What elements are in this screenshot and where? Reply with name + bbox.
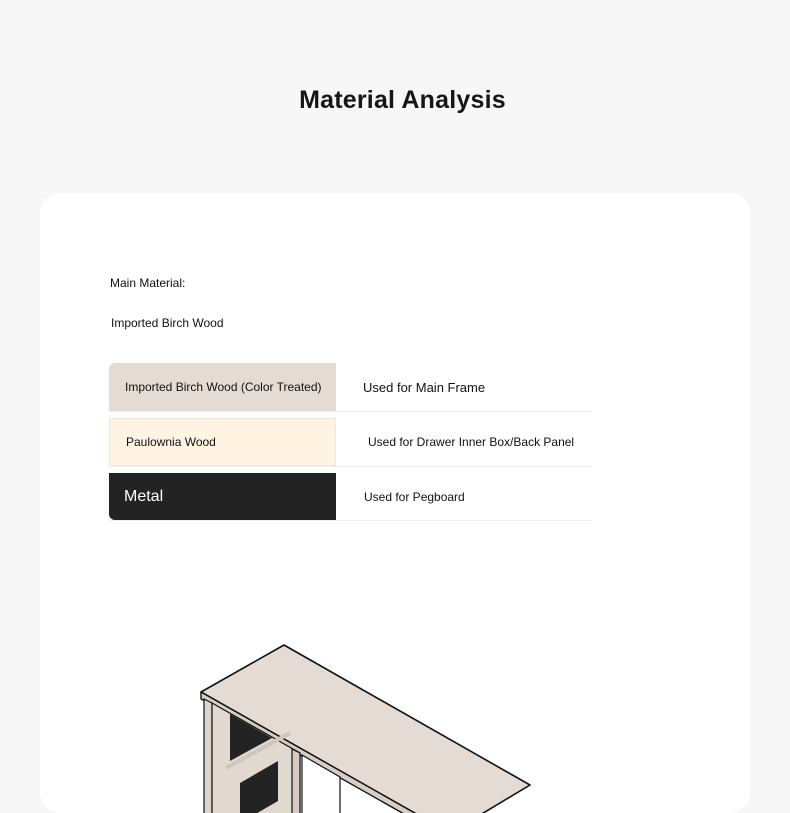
main-material-label: Main Material: bbox=[110, 276, 186, 290]
material-usage-paulownia: Used for Drawer Inner Box/Back Panel bbox=[368, 435, 575, 449]
material-swatch-birch: Imported Birch Wood (Color Treated) bbox=[109, 363, 336, 411]
main-material-value: Imported Birch Wood bbox=[111, 316, 224, 330]
material-row-birch bbox=[109, 363, 592, 412]
material-usage-metal: Used for Pegboard bbox=[364, 489, 465, 504]
material-usage-birch: Used for Main Frame bbox=[363, 379, 486, 395]
material-table bbox=[109, 363, 592, 521]
page-title: Material Analysis bbox=[299, 86, 506, 114]
material-swatch-metal: Metal bbox=[109, 473, 336, 520]
material-swatch-paulownia: Paulownia Wood bbox=[109, 418, 336, 466]
desk-side-frame bbox=[212, 703, 300, 813]
desk-inner-rail bbox=[226, 733, 290, 768]
material-row-metal bbox=[109, 473, 592, 521]
desk-top-surface bbox=[201, 645, 530, 813]
desk-side-dark-panel-bottom bbox=[240, 761, 278, 813]
material-row-paulownia bbox=[109, 418, 592, 467]
desk-leg-front bbox=[204, 699, 212, 813]
material-card bbox=[40, 193, 750, 813]
desk-leg-back bbox=[292, 749, 300, 813]
desk-side-dark-panel-top bbox=[230, 714, 272, 761]
desk-top-edge bbox=[201, 692, 450, 813]
desk-under-shadow bbox=[302, 755, 340, 813]
